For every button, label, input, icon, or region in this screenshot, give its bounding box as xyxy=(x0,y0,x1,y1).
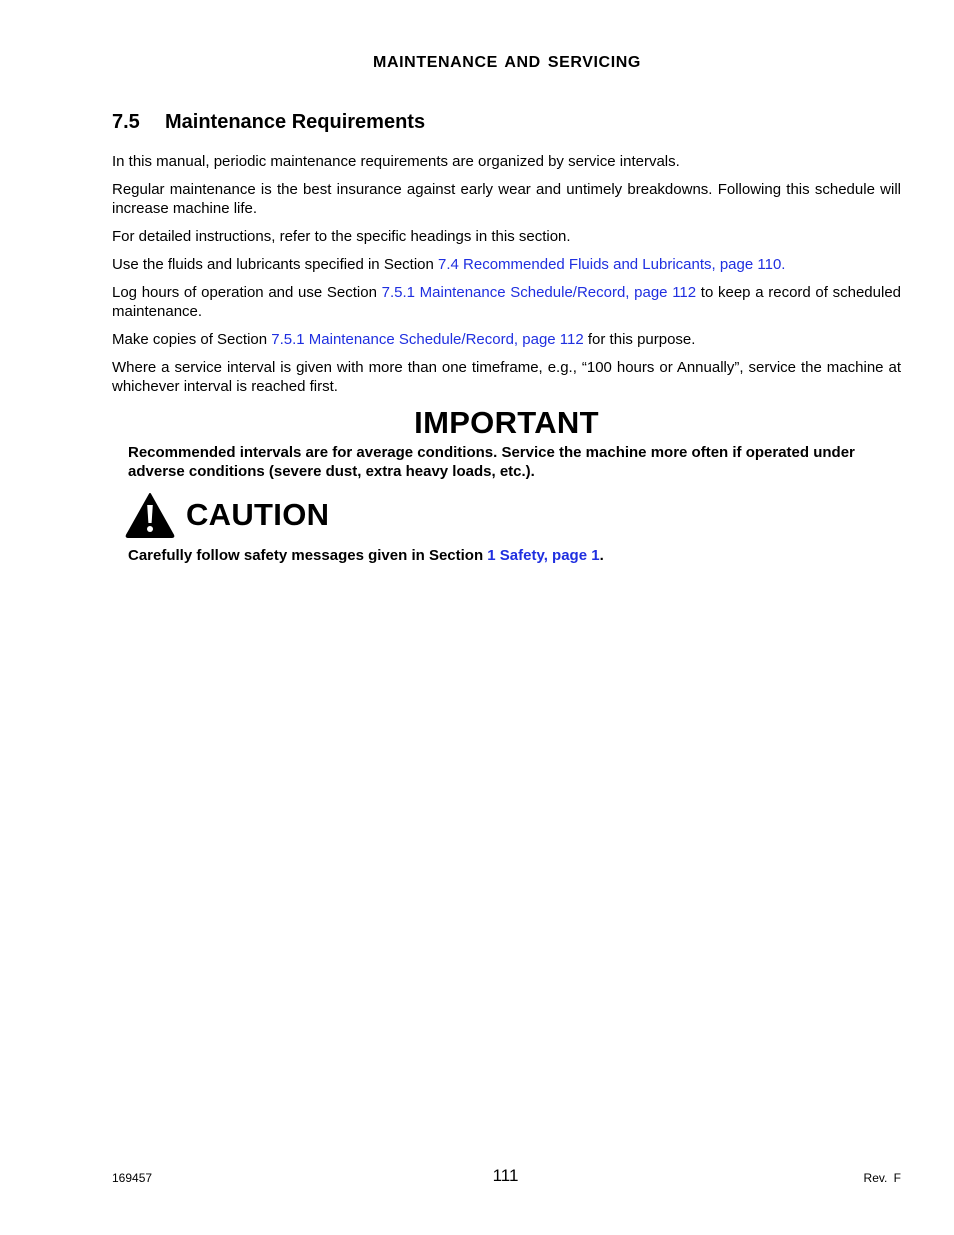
paragraph-service-interval: Where a service interval is given with more than one timeframe, e.g., “100 hours or Annually”, service the machine at whichever interval is reached first. xyxy=(112,359,901,395)
section-number: 7.5 xyxy=(112,111,140,133)
paragraph-log-hours xyxy=(112,283,901,321)
caution-message xyxy=(128,546,901,565)
paragraph-regular-maintenance: Regular maintenance is the best insurance against early wear and untimely breakdowns. Following this schedule will increase machine life. xyxy=(112,181,901,217)
paragraph-log-hours-text: Log hours of operation and use Section xyxy=(112,284,382,301)
paragraph-detailed-instructions: For detailed instructions, refer to the specific headings in this section. xyxy=(112,228,571,245)
paragraph-fluids-text: Use the fluids and lubricants specified in Section xyxy=(112,256,439,273)
paragraph-make-copies-text-end: for this purpose. xyxy=(583,331,696,348)
page-number: 111 xyxy=(492,1166,519,1185)
section-title: Maintenance Requirements xyxy=(165,111,426,133)
page-content xyxy=(112,108,901,565)
important-message: Recommended intervals are for average conditions. Service the machine more often if operated under adverse conditions (severe dust, extra heavy loads, etc.). xyxy=(128,444,855,480)
caution-heading xyxy=(125,490,901,540)
important-heading: IMPORTANT xyxy=(414,405,599,440)
caution-title: CAUTION xyxy=(186,497,330,532)
paragraph-make-copies-text: Make copies of Section xyxy=(112,331,272,348)
document-number: 169457 xyxy=(112,1171,153,1185)
paragraph-intro: In this manual, periodic maintenance requirements are organized by service intervals. xyxy=(112,153,680,170)
link-maintenance-schedule[interactable]: 7.5.1 Maintenance Schedule/Record, page 112 xyxy=(381,284,697,301)
caution-message-text: Carefully follow safety messages given in Section xyxy=(128,547,488,564)
caution-message-end: . xyxy=(599,547,604,564)
section-heading xyxy=(112,108,901,136)
warning-triangle-icon xyxy=(125,492,175,538)
revision-label: Rev. F xyxy=(863,1171,901,1185)
paragraph-log-hours-text-end: to keep a record of scheduled maintenance. xyxy=(112,284,901,320)
running-header: MAINTENANCE AND SERVICING xyxy=(373,54,641,71)
paragraph-make-copies xyxy=(112,330,901,349)
link-maintenance-schedule-copies[interactable]: 7.5.1 Maintenance Schedule/Record, page 112 xyxy=(271,331,584,348)
link-safety-section[interactable]: 1 Safety, page 1 xyxy=(487,547,600,564)
link-recommended-fluids[interactable]: 7.4 Recommended Fluids and Lubricants, page 110. xyxy=(438,256,786,273)
paragraph-fluids xyxy=(112,255,901,274)
